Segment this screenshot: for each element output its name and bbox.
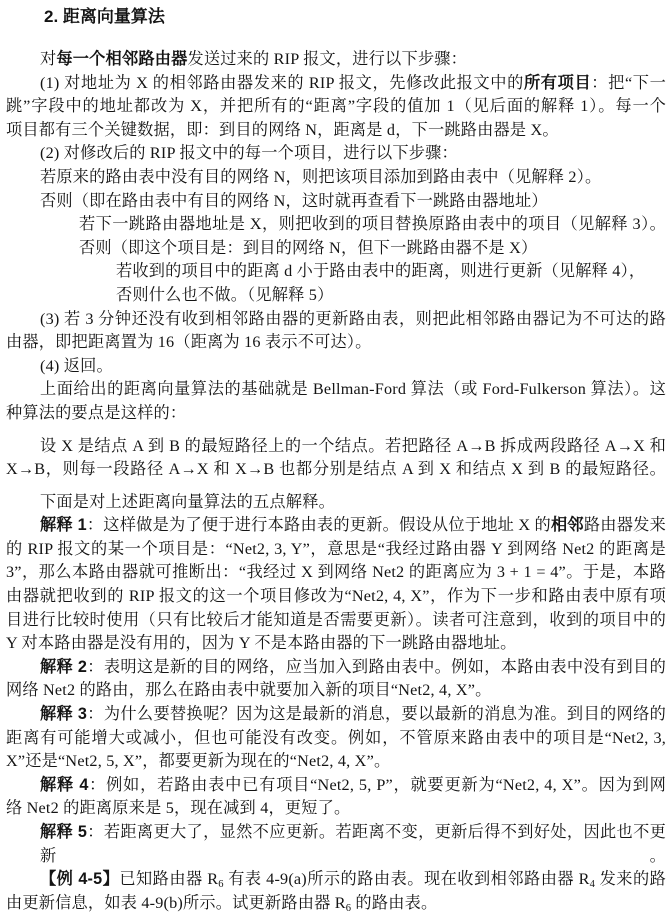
text-line <box>6 166 666 190</box>
text-segment: 若收到的项目中的距离 d 小于路由表中的距离，则进行更新（见解释 4）， <box>116 262 646 281</box>
text-segment: ：若距离更大了，显然不应更新。若距离不变，更新后得不到好处，因此也不更新。 <box>40 823 666 865</box>
subscript-text: 6 <box>218 879 224 891</box>
text-line <box>6 72 666 96</box>
text-line <box>6 284 666 308</box>
text-segment: 若下一跳路由器地址是 X，则把收到的项目替换原路由表中的项目（见解释 3）。 <box>79 215 666 234</box>
text-segment: 由器，即把距离置为 16（距离为 16 表示不可达）。 <box>6 333 372 352</box>
text-segment: 络 Net2 的距离原来是 5，现在减到 4，更短了。 <box>6 799 351 818</box>
text-segment: 发来的路 <box>595 870 667 889</box>
text-line <box>6 609 666 633</box>
text-segment: 下面是对上述距离向量算法的五点解释。 <box>40 492 335 511</box>
text-segment: (3) 若 3 分钟还没有收到相邻路由器的更新路由表，则把此相邻路由器记为不可达的路 <box>40 309 666 328</box>
text-line <box>6 119 666 143</box>
text-line <box>6 213 666 237</box>
text-segment: 发送过来的 RIP 报文，进行以下步骤： <box>187 50 467 68</box>
text-line <box>6 797 666 821</box>
text-line <box>6 679 666 703</box>
text-segment: ：为什么要替换呢？因为这是最新的消息，要以最新的消息为准。到目的网络的 <box>87 705 666 724</box>
bold-emphasis-text: 所有项目 <box>523 73 592 92</box>
text-line <box>6 892 666 916</box>
text-line <box>6 260 666 284</box>
text-line <box>6 378 666 402</box>
text-line <box>6 237 666 261</box>
text-segment: 3”，那么本路由器就可推断出：“我经过 X 到网络 Net2 的距离应为 3 + 1 = 4”。于是，本路 <box>6 563 666 582</box>
text-segment: (2) 对修改后的 RIP 报文中的每一个项目，进行以下步骤： <box>40 144 458 163</box>
text-line <box>6 727 666 751</box>
text-segment: 否则（即这个项目是：到目的网络 N，但下一跳路由器不是 X） <box>79 238 538 257</box>
text-line <box>6 458 666 482</box>
text-segment: 由器就把收到的 RIP 报文的这一个项目修改为“Net2, 4, X”，作为下一步和路由表中原有项 <box>6 587 666 606</box>
text-segment: 已知路由器 R <box>119 870 219 889</box>
text-line <box>6 48 666 72</box>
text-segment: (1) 对地址为 X 的相邻路由器发来的 RIP 报文，先修改此报文中的 <box>40 73 524 92</box>
text-line <box>6 585 666 609</box>
text-segment: (4) 返回。 <box>40 356 113 375</box>
text-line <box>6 538 666 562</box>
bold-emphasis-text: 【例 4-5】 <box>40 870 120 889</box>
text-segment: X”还是“Net2, 5, X”，都要更新为现在的“Net2, 4, X”。 <box>6 752 391 771</box>
text-line <box>6 355 666 379</box>
text-segment: ：把“下一 <box>591 73 666 92</box>
text-line <box>6 561 666 585</box>
text-line <box>6 435 666 459</box>
subscript-text: 6 <box>345 902 352 914</box>
bold-emphasis-text: 解释 5 <box>40 823 88 841</box>
text-segment: 路由器发来 <box>583 516 666 535</box>
text-segment: 上面给出的距离向量算法的基础就是 Bellman-Ford 算法（或 Ford-Fulkerson 算法）。这 <box>40 380 666 399</box>
text-segment: 设 X 是结点 A 到 B 的最短路径上的一个结点。若把路径 A→B 拆成两段路径 A→X 和 <box>40 436 666 455</box>
text-line <box>6 142 666 166</box>
text-segment: X→B，则每一段路径 A→X 和 X→B 也都分别是结点 A 到 X 和结点 X 到 B 的最短路径。 <box>6 460 666 479</box>
text-line <box>6 514 666 538</box>
text-segment: 的路由表。 <box>351 893 438 912</box>
text-line <box>6 703 666 727</box>
bold-emphasis-text: 每一个相邻路由器 <box>56 50 188 68</box>
text-segment: 否则什么也不做。（见解释 5） <box>116 285 334 304</box>
subscript-text: 4 <box>589 879 596 891</box>
text-line <box>6 402 666 426</box>
text-segment: ：表明这是新的目的网络，应当加入到路由表中。例如，本路由表中没有到目的 <box>87 657 666 676</box>
document-body <box>6 48 666 915</box>
text-segment: 若原来的路由表中没有目的网络 N，则把该项目添加到路由表中（见解释 2）。 <box>40 167 602 186</box>
bold-emphasis-text: 解释 3 <box>40 705 88 724</box>
text-line <box>6 821 666 868</box>
text-line <box>6 632 666 656</box>
text-segment: 对 <box>40 50 57 68</box>
text-line <box>6 491 666 515</box>
text-segment: 由更新信息，如表 4-9(b)所示。试更新路由器 R <box>6 893 346 912</box>
text-line <box>6 774 666 798</box>
text-line <box>6 868 666 892</box>
text-segment: 距离有可能增大或减小，但也可能没有改变。例如，不管原来路由表中的项目是“Net2, 3, <box>6 728 666 747</box>
text-line <box>6 656 666 680</box>
text-line <box>6 331 666 355</box>
bold-emphasis-text: 相邻 <box>551 516 584 535</box>
text-segment: 网络 Net2 的路由，那么在路由表中就要加入新的项目“Net2, 4, X”。 <box>6 681 492 700</box>
text-line <box>6 308 666 332</box>
section-heading: 2. 距离向量算法 <box>44 7 165 26</box>
bold-emphasis-text: 解释 4 <box>40 775 89 794</box>
bold-emphasis-text: 解释 1 <box>40 516 87 535</box>
text-segment: ：这样做是为了便于进行本路由表的更新。假设从位于地址 X 的 <box>86 516 551 535</box>
text-segment: 项目都有三个关键数据，即：到目的网络 N，距离是 d，下一跳路由器是 X。 <box>6 120 559 139</box>
text-segment: ：例如，若路由表中已有项目“Net2, 5, P”，就要更新为“Net2, 4, X”。因为到网 <box>88 775 666 794</box>
text-segment: 目进行比较时使用（只有比较后才能知道是否需要更新）。读者可注意到，收到的项目中的 <box>6 610 666 629</box>
text-line <box>6 190 666 214</box>
text-line <box>6 750 666 774</box>
text-segment: 种算法的要点是这样的： <box>6 403 187 422</box>
text-segment: 跳”字段中的地址都改为 X，并把所有的“距离”字段的值加 1（见后面的解释 1）。每一个 <box>6 97 666 116</box>
bold-emphasis-text: 解释 2 <box>40 657 88 676</box>
text-segment: 的 RIP 报文的某一个项目是：“Net2, 3, Y”，意思是“我经过路由器 Y 到网络 Net2 的距离是 <box>6 539 666 558</box>
text-line <box>6 95 666 119</box>
text-segment: 否则（即在路由表中有目的网络 N，这时就再查看下一跳路由器地址） <box>40 191 548 210</box>
text-segment: Y 对本路由器是没有用的，因为 Y 不是本路由器的下一跳路由器地址。 <box>6 634 517 653</box>
text-segment: 有表 4-9(a)所示的路由表。现在收到相邻路由器 R <box>223 870 590 889</box>
